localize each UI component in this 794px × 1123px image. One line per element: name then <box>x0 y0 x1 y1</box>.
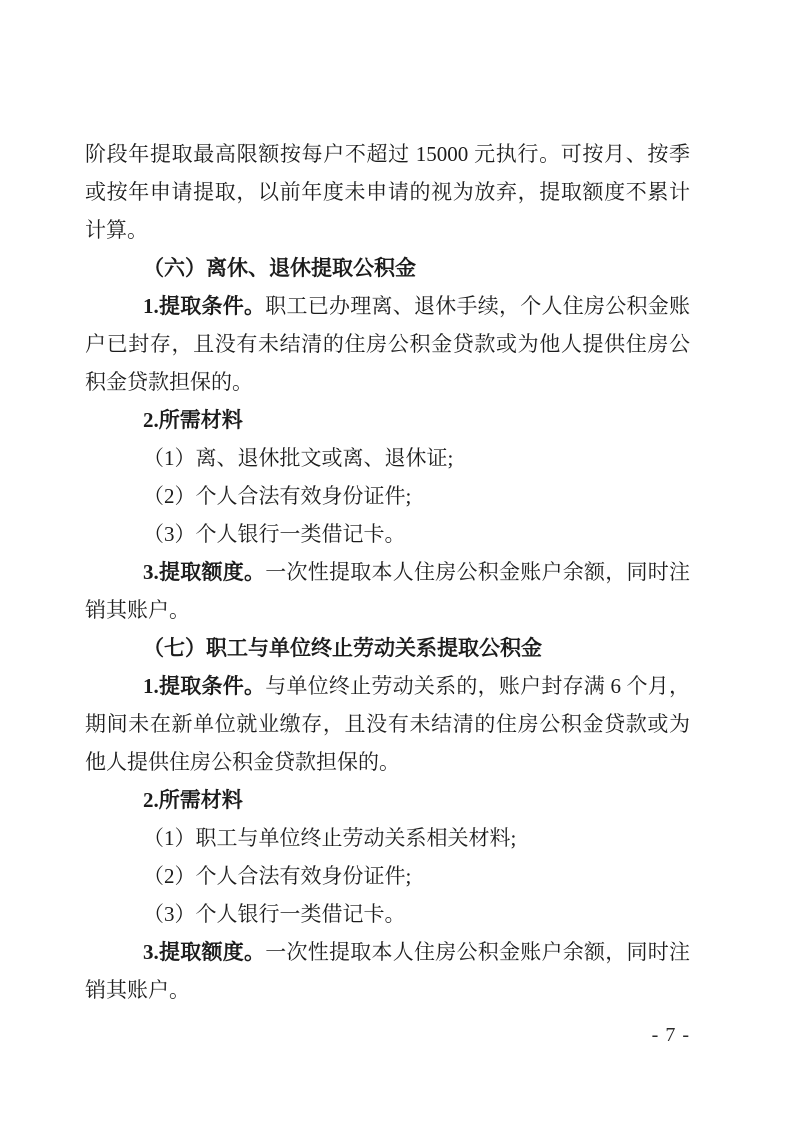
paragraph: 1.提取条件。与单位终止劳动关系的，账户封存满 6 个月，期间未在新单位就业缴存，且没有未结清的住房公积金贷款或为他人提供住房公积金贷款担保的。 <box>85 674 691 774</box>
page-number: - 7 - <box>651 1024 690 1046</box>
list-item: （2）个人合法有效身份证件; <box>143 484 412 508</box>
paragraph: 3.提取额度。一次性提取本人住房公积金账户余额，同时注销其账户。 <box>85 940 690 1002</box>
paragraph-label: 1.提取条件。 <box>143 674 266 698</box>
paragraph: 3.提取额度。一次性提取本人住房公积金账户余额，同时注销其账户。 <box>85 560 690 622</box>
list-item: （2）个人合法有效身份证件; <box>143 864 412 888</box>
sub-heading: 2.所需材料 <box>143 788 243 812</box>
page-body-text <box>85 135 690 1009</box>
section-heading: （七）职工与单位终止劳动关系提取公积金 <box>143 636 542 660</box>
list-item: （3）个人银行一类借记卡。 <box>143 902 406 926</box>
list-item: （1）离、退休批文或离、退休证; <box>143 446 454 470</box>
paragraph-label: 3.提取额度。 <box>143 560 266 584</box>
paragraph-label: 1.提取条件。 <box>143 294 266 318</box>
paragraph-label: 3.提取额度。 <box>143 940 266 964</box>
paragraph: 阶段年提取最高限额按每户不超过 15000 元执行。可按月、按季或按年申请提取，以前年度未申请的视为放弃，提取额度不累计计算。 <box>85 142 690 242</box>
section-heading: （六）离休、退休提取公积金 <box>143 256 416 280</box>
list-item: （3）个人银行一类借记卡。 <box>143 522 406 546</box>
paragraph: 1.提取条件。职工已办理离、退休手续，个人住房公积金账户已封存，且没有未结清的住房公积金贷款或为他人提供住房公积金贷款担保的。 <box>85 294 690 394</box>
list-item: （1）职工与单位终止劳动关系相关材料; <box>143 826 517 850</box>
sub-heading: 2.所需材料 <box>143 408 243 432</box>
